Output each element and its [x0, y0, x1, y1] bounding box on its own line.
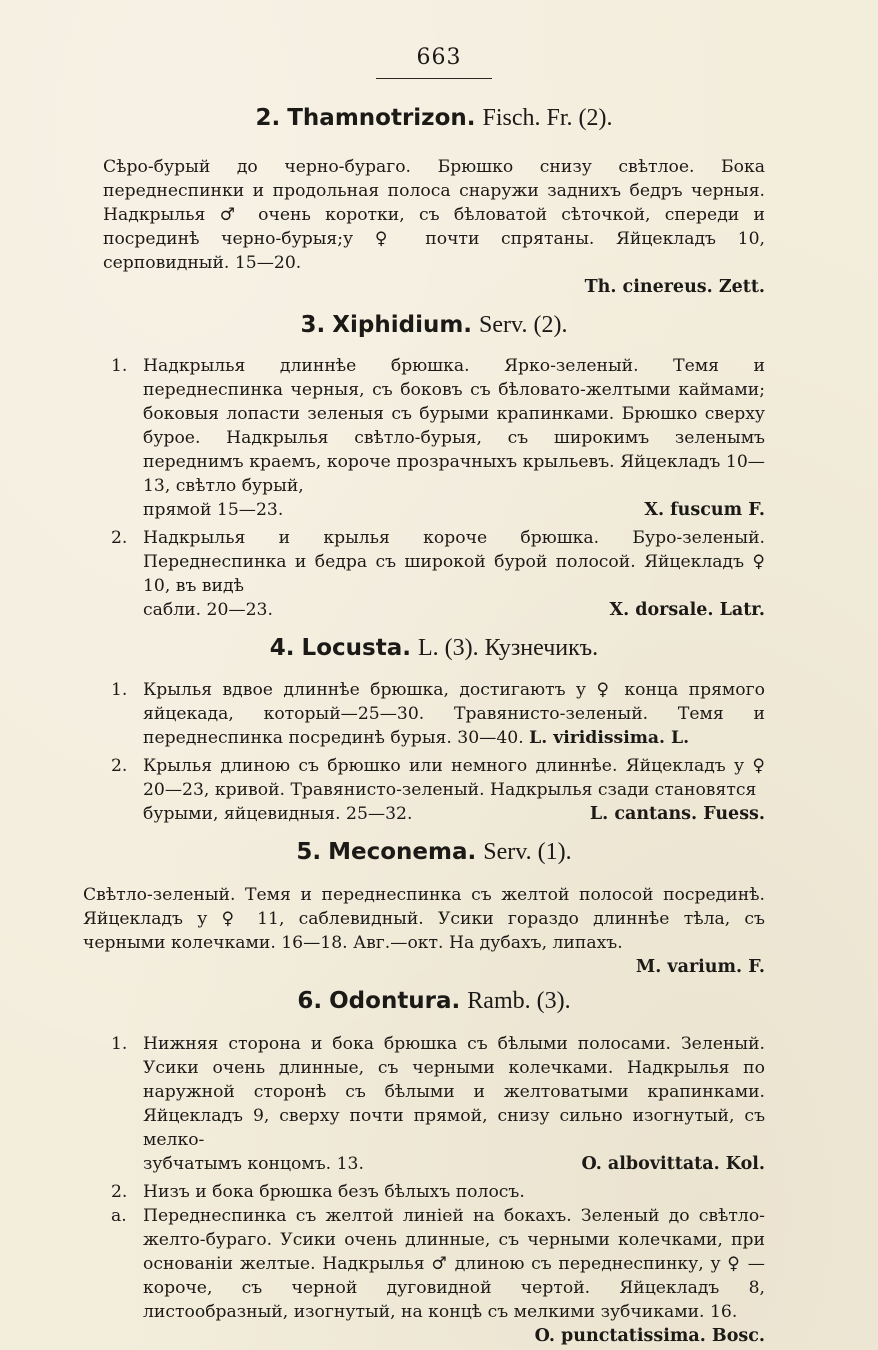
- key-item: [103, 1032, 765, 1176]
- key-item-tail-row: [143, 802, 765, 826]
- key-item-marker: 1.: [111, 1033, 128, 1054]
- key-item-tail: бурыми, яйцевидныя. 25—32.: [143, 804, 413, 825]
- genus-author: Fisch. Fr. (2).: [482, 105, 613, 131]
- section-xiphidium: [103, 311, 765, 622]
- species-name: L. cantans. Fuess.: [589, 804, 765, 825]
- genus-name: Xiphidium.: [332, 311, 473, 338]
- genus-heading: [103, 987, 765, 1016]
- key-item-marker: 2.: [111, 756, 128, 777]
- key-item: [103, 1180, 765, 1204]
- genus-author: Ramb. (3).: [467, 988, 571, 1015]
- page-content: [83, 100, 765, 1348]
- key-item-text: Надкрылья и крылья короче брюшка. Буро-зеленый. Переднеспинка и бедра съ широкой бурой полосой. Яйцекладъ ♀ 10, въ видѣ: [143, 527, 765, 596]
- genus-author: L. (3). Кузнечикъ.: [417, 634, 599, 661]
- key-item-marker: 1.: [111, 355, 128, 376]
- genus-name: Odontura.: [329, 988, 461, 1015]
- genus-number: 3.: [300, 311, 326, 338]
- species-name: Th. cinereus. Zett.: [584, 276, 765, 297]
- key-item-marker: 1.: [111, 680, 128, 701]
- genus-author: Serv. (2).: [479, 311, 568, 338]
- genus-heading: [103, 311, 765, 340]
- key-item-tail-row: [143, 598, 765, 622]
- section-odontura: [103, 987, 765, 1348]
- key-item: [103, 754, 765, 826]
- key-item-text: Крылья вдвое длиннѣе брюшка, достигаютъ у ♀ конца прямого яйцекада, который—25—30. Травянисто-зеленый. Темя и переднеспинка посрединѣ бурыя. 30—40.: [143, 680, 765, 749]
- key-item-tail-row: [143, 498, 765, 522]
- key-item: [103, 526, 765, 622]
- key-item-marker: a.: [111, 1205, 127, 1226]
- key-item-tail-row: [143, 1152, 765, 1176]
- key-item: [103, 1204, 765, 1348]
- section-thamnotrizon: [103, 104, 765, 299]
- genus-number: 5.: [296, 839, 322, 866]
- genus-name: Meconema.: [328, 839, 477, 866]
- key-item-marker: 2.: [111, 1181, 128, 1202]
- species-name: X. fuscum F.: [644, 499, 765, 520]
- key-item-tail: зубчатымъ концомъ. 13.: [143, 1153, 364, 1174]
- section-locusta: [103, 634, 765, 827]
- species-name: O. punctatissima. Bosc.: [534, 1325, 765, 1346]
- species-name: M. varium. F.: [635, 957, 765, 978]
- genus-number: 6.: [297, 988, 323, 1015]
- key-item-tail-row: [143, 1324, 765, 1348]
- page-number-rule: [376, 78, 492, 79]
- key-item-text: Нижняя сторона и бока брюшка съ бѣлыми полосами. Зеленый. Усики очень длинные, съ черными колечками. Надкрылья по наружной сторонѣ съ бѣлыми и желтоватыми крапинками. Яйцекладъ 9, сверху почти прямой, снизу сильно изогнутый, съ мелко-: [143, 1033, 765, 1150]
- genus-number: 2.: [255, 105, 281, 131]
- genus-heading: [103, 104, 765, 133]
- key-item-tail: сабли. 20—23.: [143, 599, 273, 620]
- key-item-text: Крылья длиною съ брюшко или немного длиннѣе. Яйцекладъ у ♀ 20—23, кривой. Травянисто-зеленый. Надкрылья сзади становятся: [143, 756, 765, 801]
- species-name: X. dorsale. Latr.: [609, 599, 765, 620]
- key-item-text: Низъ и бока брюшка безъ бѣлыхъ полосъ.: [143, 1181, 525, 1202]
- key-item: [103, 354, 765, 522]
- key-item-marker: 2.: [111, 527, 128, 548]
- key-item-text: Переднеспинка съ желтой линіей на бокахъ. Зеленый до свѣтло-желто-бураго. Усики очень длинные, съ черными колечками, при основаніи желтые. Надкрылья ♂ длиною съ переднеспинку, у ♀ — короче, съ черной дуговидной чертой. Яйцекладъ 8, листообразный, изогнутый, на концѣ съ мелкими зубчиками. 16.: [143, 1205, 765, 1322]
- key-item-tail: прямой 15—23.: [143, 499, 284, 520]
- genus-description: Сѣро-бурый до черно-бураго. Брюшко снизу свѣтлое. Бока переднеспинки и продольная полоса снаружи заднихъ бедръ черныя. Надкрылья ♂ очень коротки, съ бѣловатой сѣточкой, спереди и посрединѣ черно-бурыя;у ♀ почти спрятаны. Яйцекладъ 10, серповидный. 15—20.: [103, 156, 765, 273]
- key-item: [103, 678, 765, 750]
- species-name: L. viridissima. L.: [529, 728, 690, 749]
- genus-number: 4.: [269, 634, 295, 661]
- key-item-text: Надкрылья длиннѣе брюшка. Ярко-зеленый. Темя и переднеспинка черныя, съ боковъ съ бѣловато-желтыми каймами; боковыя лопасти зеленыя съ бурыми крапинками. Брюшко сверху бурое. Надкрылья свѣтло-бурыя, съ широкимъ зеленымъ переднимъ краемъ, короче прозрачныхъ крыльевъ. Яйцекладъ 10—13, свѣтло бурый,: [143, 355, 765, 496]
- genus-heading: [103, 634, 765, 663]
- genus-author: Serv. (1).: [483, 839, 572, 866]
- genus-name: Thamnotrizon.: [287, 105, 476, 131]
- genus-heading: [103, 838, 765, 867]
- species-name: O. albovittata. Kol.: [581, 1153, 765, 1174]
- genus-description: Свѣтло-зеленый. Темя и переднеспинка съ желтой полосой посрединѣ. Яйцекладъ у ♀ 11, саблевидный. Усики гораздо длиннѣе тѣла, съ черными колечками. 16—18. Авг.—окт. На дубахъ, липахъ.: [83, 885, 765, 954]
- genus-name: Locusta.: [301, 634, 411, 661]
- page-number: 663: [416, 45, 462, 70]
- section-meconema: [83, 838, 765, 979]
